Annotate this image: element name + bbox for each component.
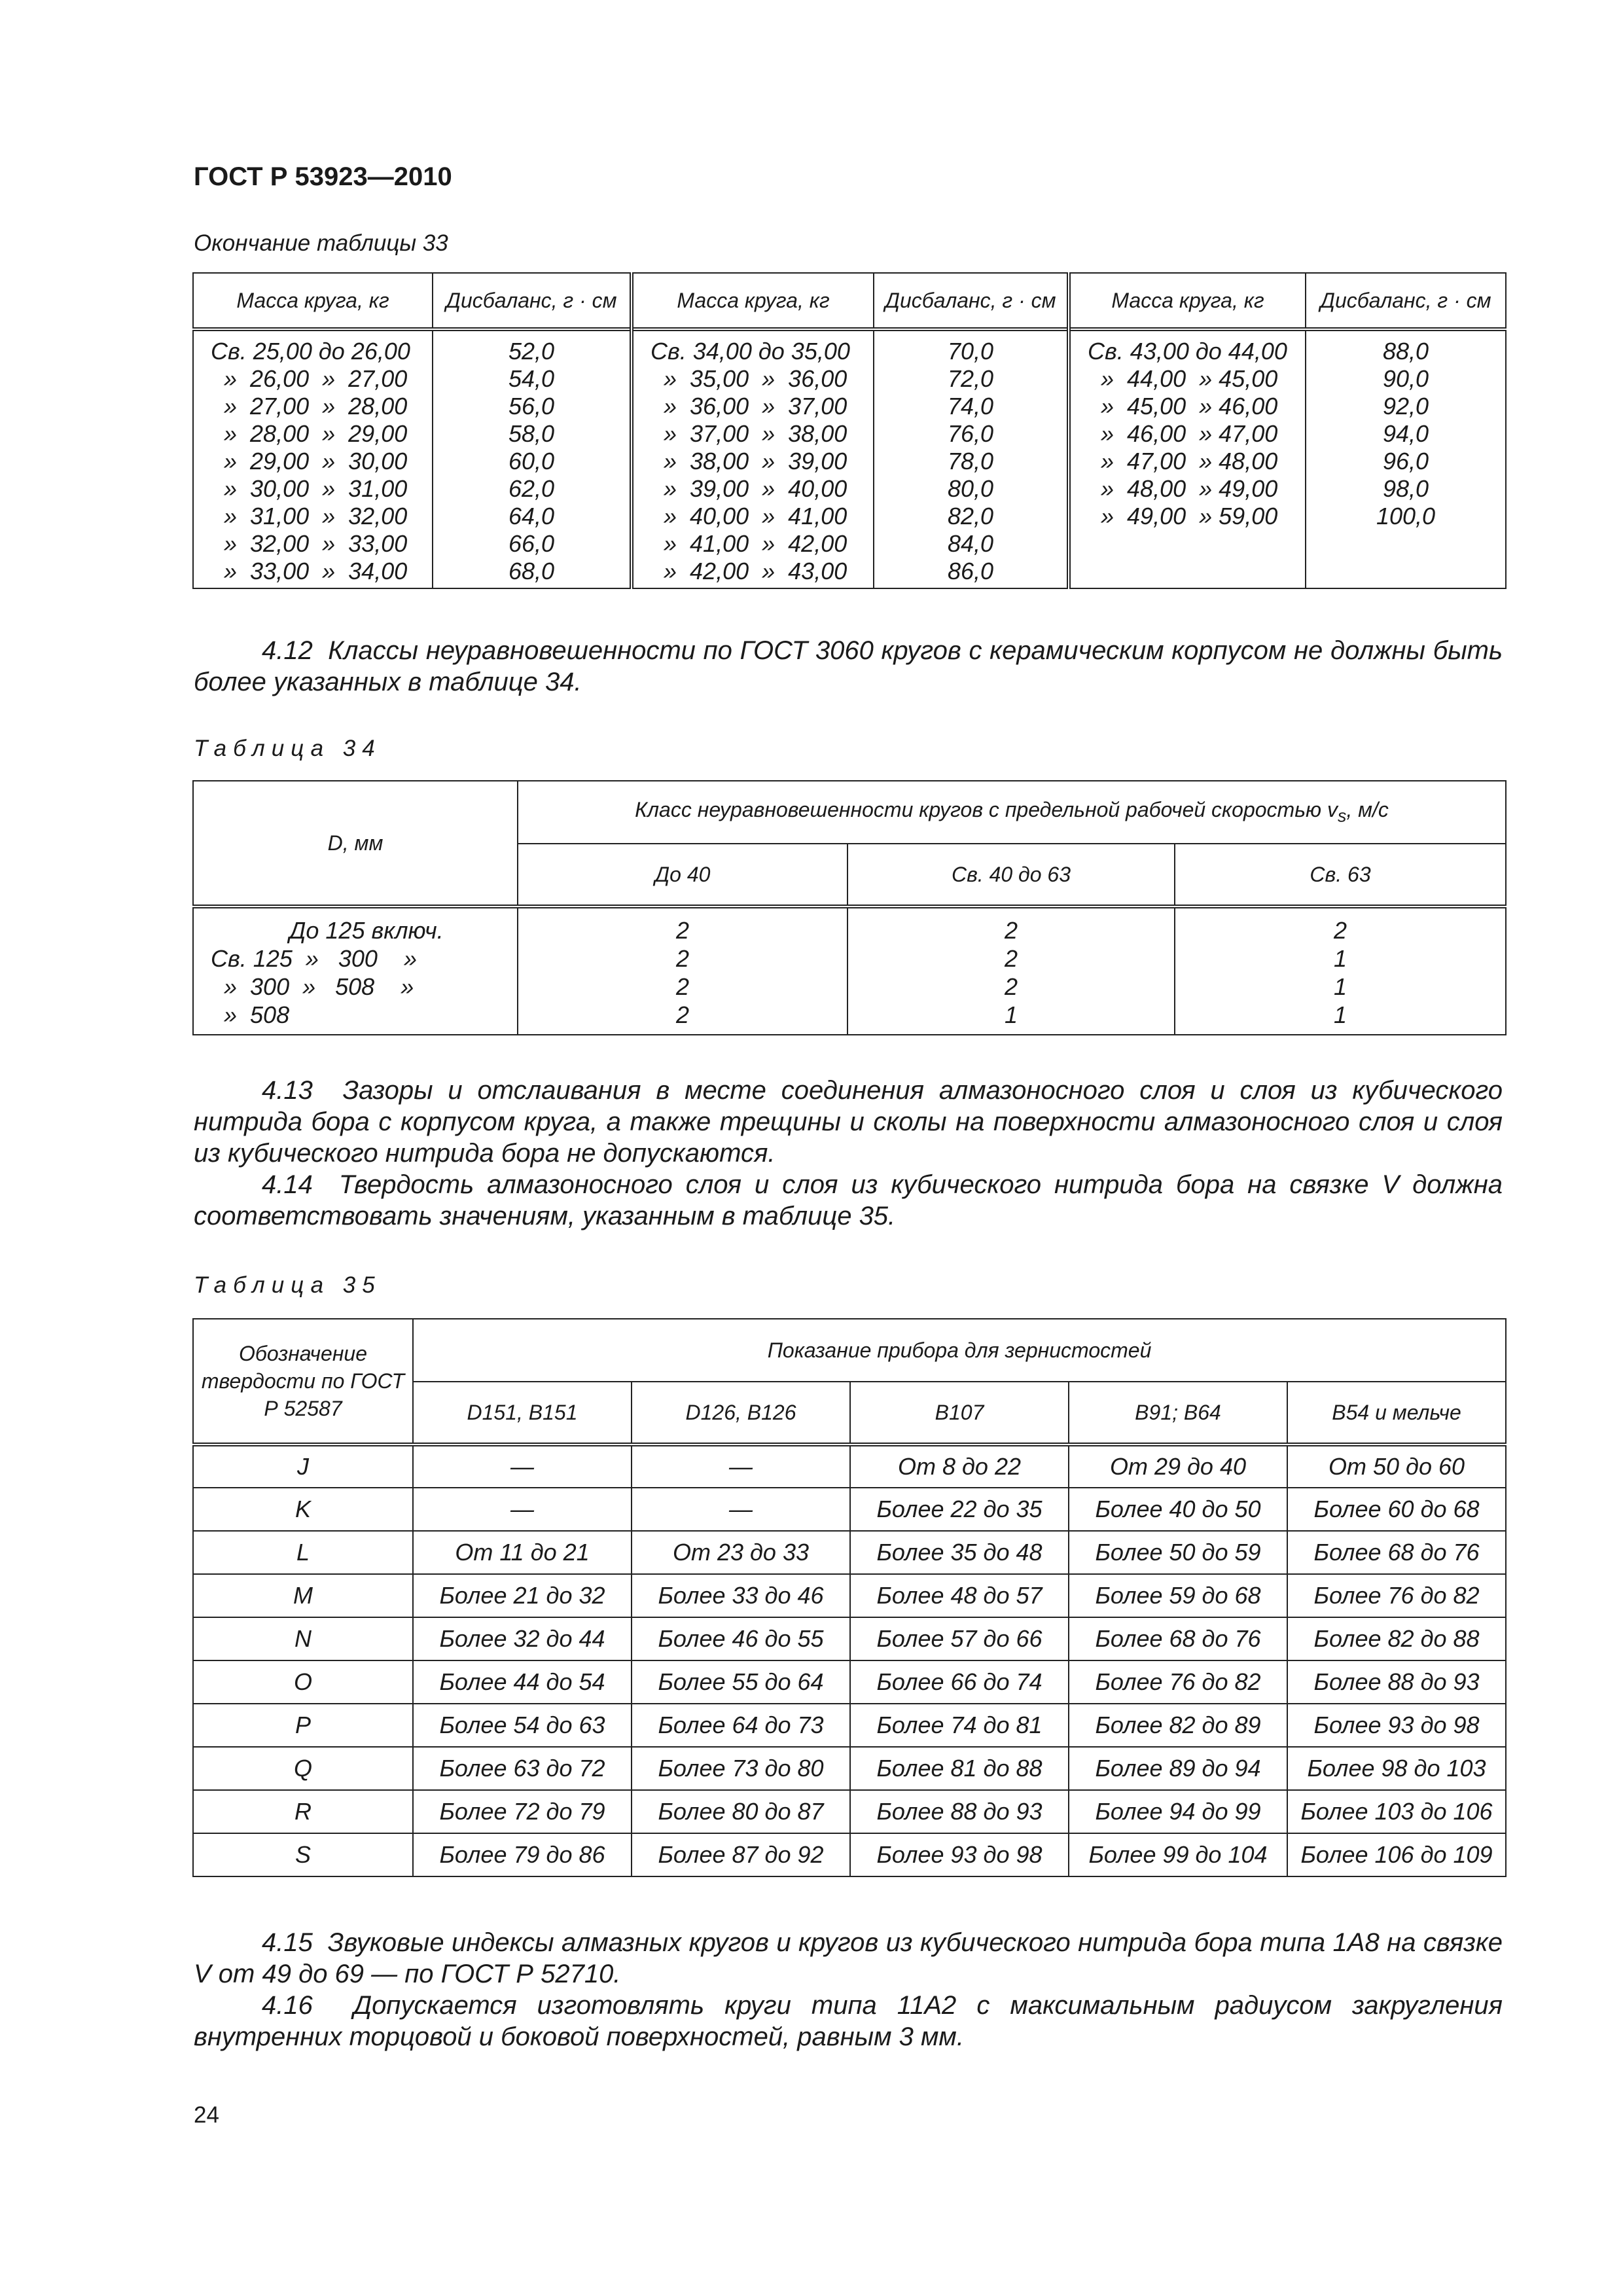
table33-imbalance-group-3 bbox=[1306, 329, 1506, 588]
hardness-designation: P bbox=[193, 1704, 413, 1747]
table34-caption: Таблица 34 bbox=[194, 736, 382, 761]
imbalance-value: 64,0 bbox=[508, 503, 555, 529]
instrument-reading: Более 88 до 93 bbox=[1287, 1660, 1506, 1704]
document-header: ГОСТ Р 53923—2010 bbox=[194, 162, 452, 191]
instrument-reading: От 29 до 40 bbox=[1069, 1444, 1287, 1488]
hardness-designation: N bbox=[193, 1617, 413, 1660]
instrument-reading: Более 94 до 99 bbox=[1069, 1790, 1287, 1833]
paragraph-4-15 bbox=[194, 1927, 1503, 1990]
table-row bbox=[193, 1790, 1506, 1833]
table35-subcol-1: D151, B151 bbox=[413, 1382, 632, 1444]
paragraph-number: 4.12 bbox=[262, 636, 313, 665]
table-row bbox=[193, 1574, 1506, 1617]
table-row bbox=[193, 1747, 1506, 1790]
instrument-reading: Более 93 до 98 bbox=[850, 1833, 1069, 1876]
instrument-reading: Более 68 до 76 bbox=[1287, 1531, 1506, 1574]
table35-col-designation: Обозначение твердости по ГОСТ Р 52587 bbox=[193, 1319, 413, 1444]
imbalance-value: 76,0 bbox=[947, 420, 994, 447]
paragraph-4-13 bbox=[194, 1075, 1503, 1169]
table33-imbalance-group-2 bbox=[874, 329, 1069, 588]
class-value: 2 bbox=[1004, 945, 1018, 972]
mass-range: » 40,00 » 41,00 bbox=[651, 503, 847, 529]
mass-range: » 31,00 » 32,00 bbox=[211, 503, 408, 529]
instrument-reading: Более 73 до 80 bbox=[632, 1747, 850, 1790]
mass-range: » 47,00 » 48,00 bbox=[1088, 448, 1278, 475]
table33-caption: Окончание таблицы 33 bbox=[194, 230, 448, 256]
paragraph-number: 4.15 bbox=[262, 1928, 313, 1957]
mass-range: » 35,00 » 36,00 bbox=[651, 365, 847, 392]
table33-col-mass-1: Масса круга, кг bbox=[193, 273, 433, 329]
table-row bbox=[193, 1660, 1506, 1704]
imbalance-value: 90,0 bbox=[1382, 365, 1429, 392]
class-value: 2 bbox=[675, 945, 690, 972]
hardness-designation: K bbox=[193, 1488, 413, 1531]
mass-range: » 49,00 » 59,00 bbox=[1088, 503, 1278, 529]
instrument-reading: Более 60 до 68 bbox=[1287, 1488, 1506, 1531]
mass-range: » 46,00 » 47,00 bbox=[1088, 420, 1278, 447]
instrument-reading: Более 40 до 50 bbox=[1069, 1488, 1287, 1531]
table34-col-d: D, мм bbox=[193, 781, 518, 906]
paragraph-number: 4.14 bbox=[262, 1170, 313, 1199]
mass-range: » 30,00 » 31,00 bbox=[211, 475, 408, 502]
imbalance-value: 54,0 bbox=[508, 365, 555, 392]
class-value: 2 bbox=[675, 1001, 690, 1028]
class-value: 1 bbox=[1334, 973, 1347, 1000]
instrument-reading: Более 88 до 93 bbox=[850, 1790, 1069, 1833]
paragraph-text: Допускается изготовлять круги типа 11А2 с максимальным радиусом закругления внутренних торцовой и боковой поверхностей, равным 3 мм. bbox=[194, 1991, 1503, 2051]
instrument-reading: Более 68 до 76 bbox=[1069, 1617, 1287, 1660]
table34-header-row-1 bbox=[193, 781, 1506, 844]
mass-range: » 32,00 » 33,00 bbox=[211, 530, 408, 557]
instrument-reading: Более 89 до 94 bbox=[1069, 1747, 1287, 1790]
mass-range: » 38,00 » 39,00 bbox=[651, 448, 847, 475]
instrument-reading: Более 46 до 55 bbox=[632, 1617, 850, 1660]
mass-range: » 37,00 » 38,00 bbox=[651, 420, 847, 447]
paragraph-text: Зазоры и отслаивания в месте соединения алмазоносного слоя и слоя из кубического нитрида бора с корпусом круга, а также трещины и сколы на поверхности алмазоносного слоя и слоя из кубического нитрида бора не допускаются. bbox=[194, 1076, 1503, 1168]
imbalance-value: 78,0 bbox=[947, 448, 994, 475]
imbalance-value: 96,0 bbox=[1382, 448, 1429, 475]
table35-subcol-3: B107 bbox=[850, 1382, 1069, 1444]
class-value: 2 bbox=[1004, 973, 1018, 1000]
imbalance-value: 58,0 bbox=[508, 420, 555, 447]
imbalance-value: 70,0 bbox=[947, 338, 994, 365]
class-value: 1 bbox=[1334, 945, 1347, 972]
imbalance-value: 84,0 bbox=[947, 530, 994, 557]
imbalance-value: 80,0 bbox=[947, 475, 994, 502]
instrument-reading: Более 57 до 66 bbox=[850, 1617, 1069, 1660]
instrument-reading: Более 22 до 35 bbox=[850, 1488, 1069, 1531]
instrument-reading: Более 21 до 32 bbox=[413, 1574, 632, 1617]
instrument-reading: Более 93 до 98 bbox=[1287, 1704, 1506, 1747]
mass-range: Св. 34,00 до 35,00 bbox=[651, 338, 850, 365]
class-value: 1 bbox=[1334, 1001, 1347, 1028]
instrument-reading: От 8 до 22 bbox=[850, 1444, 1069, 1488]
table35-col-reading: Показание прибора для зернистостей bbox=[413, 1319, 1506, 1382]
table-row bbox=[193, 1444, 1506, 1488]
mass-range: » 33,00 » 34,00 bbox=[211, 558, 408, 584]
mass-range: » 42,00 » 43,00 bbox=[651, 558, 847, 584]
instrument-reading: Более 32 до 44 bbox=[413, 1617, 632, 1660]
imbalance-value: 52,0 bbox=[508, 338, 555, 365]
paragraph-text: Твердость алмазоносного слоя и слоя из кубического нитрида бора на связке V должна соответствовать значениям, указанным в таблице 35. bbox=[194, 1170, 1503, 1230]
table35-subcol-5: B54 и мельче bbox=[1287, 1382, 1506, 1444]
class-value: 2 bbox=[1004, 917, 1018, 944]
table35-caption: Таблица 35 bbox=[194, 1272, 382, 1298]
instrument-reading: От 50 до 60 bbox=[1287, 1444, 1506, 1488]
table-row bbox=[193, 1488, 1506, 1531]
instrument-reading: — bbox=[632, 1488, 850, 1531]
instrument-reading: Более 55 до 64 bbox=[632, 1660, 850, 1704]
class-value: 2 bbox=[1334, 917, 1347, 944]
class-value: 1 bbox=[1004, 1001, 1018, 1028]
table33-mass-group-1 bbox=[193, 329, 433, 588]
table35-body bbox=[193, 1444, 1506, 1876]
mass-range: » 29,00 » 30,00 bbox=[211, 448, 408, 475]
instrument-reading: Более 99 до 104 bbox=[1069, 1833, 1287, 1876]
diameter-range: До 125 включ. bbox=[211, 917, 444, 944]
mass-range: » 44,00 » 45,00 bbox=[1088, 365, 1278, 392]
imbalance-value: 74,0 bbox=[947, 393, 994, 420]
imbalance-value: 92,0 bbox=[1382, 393, 1429, 420]
instrument-reading: Более 33 до 46 bbox=[632, 1574, 850, 1617]
table33-body-row bbox=[193, 329, 1506, 588]
paragraph-text: Звуковые индексы алмазных кругов и кругов из кубического нитрида бора типа 1А8 на связке V от 49 до 69 — по ГОСТ Р 52710. bbox=[194, 1928, 1503, 1988]
hardness-designation: S bbox=[193, 1833, 413, 1876]
instrument-reading: Более 63 до 72 bbox=[413, 1747, 632, 1790]
table34-body-row bbox=[193, 906, 1506, 1035]
diameter-range: » 300 » 508 » bbox=[211, 973, 414, 1000]
instrument-reading: Более 79 до 86 bbox=[413, 1833, 632, 1876]
table34-subcol-2: Св. 40 до 63 bbox=[847, 844, 1175, 906]
hardness-designation: O bbox=[193, 1660, 413, 1704]
table34-d-values bbox=[193, 906, 518, 1035]
class-value: 2 bbox=[675, 917, 690, 944]
imbalance-value: 88,0 bbox=[1382, 338, 1429, 365]
table-33 bbox=[192, 272, 1507, 589]
imbalance-value: 94,0 bbox=[1382, 420, 1429, 447]
instrument-reading: — bbox=[413, 1444, 632, 1488]
instrument-reading: От 23 до 33 bbox=[632, 1531, 850, 1574]
table34-subcol-3: Св. 63 bbox=[1175, 844, 1506, 906]
page-number: 24 bbox=[194, 2102, 219, 2128]
table33-col-mass-2: Масса круга, кг bbox=[632, 273, 874, 329]
imbalance-value: 86,0 bbox=[947, 558, 994, 584]
table33-mass-group-3 bbox=[1069, 329, 1306, 588]
mass-range: » 26,00 » 27,00 bbox=[211, 365, 408, 392]
table33-imbalance-group-1 bbox=[433, 329, 632, 588]
paragraph-4-14 bbox=[194, 1169, 1503, 1232]
hardness-designation: Q bbox=[193, 1747, 413, 1790]
instrument-reading: Более 44 до 54 bbox=[413, 1660, 632, 1704]
table34-col1-values bbox=[518, 906, 847, 1035]
mass-range: Св. 43,00 до 44,00 bbox=[1088, 338, 1287, 365]
table35-subcol-4: B91; B64 bbox=[1069, 1382, 1287, 1444]
table34-col3-values bbox=[1175, 906, 1506, 1035]
instrument-reading: Более 50 до 59 bbox=[1069, 1531, 1287, 1574]
table-row bbox=[193, 1617, 1506, 1660]
mass-range: » 48,00 » 49,00 bbox=[1088, 475, 1278, 502]
mass-range: » 27,00 » 28,00 bbox=[211, 393, 408, 420]
instrument-reading: Более 76 до 82 bbox=[1069, 1660, 1287, 1704]
table33-col-imbalance-1: Дисбаланс, г · см bbox=[433, 273, 632, 329]
imbalance-value: 56,0 bbox=[508, 393, 555, 420]
hardness-designation: L bbox=[193, 1531, 413, 1574]
table33-mass-group-2 bbox=[632, 329, 874, 588]
table-35 bbox=[192, 1318, 1507, 1877]
table33-col-imbalance-2: Дисбаланс, г · см bbox=[874, 273, 1069, 329]
instrument-reading: Более 82 до 88 bbox=[1287, 1617, 1506, 1660]
hardness-designation: M bbox=[193, 1574, 413, 1617]
imbalance-value: 72,0 bbox=[947, 365, 994, 392]
instrument-reading: Более 76 до 82 bbox=[1287, 1574, 1506, 1617]
paragraph-text: Классы неуравновешенности по ГОСТ 3060 кругов с керамическим корпусом не должны быть более указанных в таблице 34. bbox=[194, 636, 1503, 696]
instrument-reading: Более 98 до 103 bbox=[1287, 1747, 1506, 1790]
table-row bbox=[193, 1704, 1506, 1747]
table-34 bbox=[192, 780, 1507, 1035]
instrument-reading: Более 106 до 109 bbox=[1287, 1833, 1506, 1876]
instrument-reading: Более 54 до 63 bbox=[413, 1704, 632, 1747]
instrument-reading: Более 74 до 81 bbox=[850, 1704, 1069, 1747]
imbalance-value: 100,0 bbox=[1376, 503, 1436, 529]
instrument-reading: — bbox=[632, 1444, 850, 1488]
imbalance-value: 68,0 bbox=[508, 558, 555, 584]
paragraph-number: 4.13 bbox=[262, 1076, 313, 1105]
paragraph-4-16 bbox=[194, 1990, 1503, 2053]
diameter-range: » 508 bbox=[211, 1001, 290, 1028]
paragraph-4-12 bbox=[194, 635, 1503, 698]
instrument-reading: Более 80 до 87 bbox=[632, 1790, 850, 1833]
mass-range: » 41,00 » 42,00 bbox=[651, 530, 847, 557]
instrument-reading: Более 59 до 68 bbox=[1069, 1574, 1287, 1617]
instrument-reading: Более 82 до 89 bbox=[1069, 1704, 1287, 1747]
instrument-reading: Более 66 до 74 bbox=[850, 1660, 1069, 1704]
imbalance-value: 62,0 bbox=[508, 475, 555, 502]
instrument-reading: От 11 до 21 bbox=[413, 1531, 632, 1574]
imbalance-value: 82,0 bbox=[947, 503, 994, 529]
instrument-reading: Более 64 до 73 bbox=[632, 1704, 850, 1747]
mass-range: » 28,00 » 29,00 bbox=[211, 420, 408, 447]
table34-col2-values bbox=[847, 906, 1175, 1035]
mass-range: » 39,00 » 40,00 bbox=[651, 475, 847, 502]
instrument-reading: — bbox=[413, 1488, 632, 1531]
mass-range: » 45,00 » 46,00 bbox=[1088, 393, 1278, 420]
imbalance-value: 66,0 bbox=[508, 530, 555, 557]
instrument-reading: Более 35 до 48 bbox=[850, 1531, 1069, 1574]
table35-header-row-1 bbox=[193, 1319, 1506, 1382]
instrument-reading: Более 103 до 106 bbox=[1287, 1790, 1506, 1833]
imbalance-value: 98,0 bbox=[1382, 475, 1429, 502]
imbalance-value: 60,0 bbox=[508, 448, 555, 475]
table-row bbox=[193, 1531, 1506, 1574]
table-row bbox=[193, 1833, 1506, 1876]
instrument-reading: Более 48 до 57 bbox=[850, 1574, 1069, 1617]
hardness-designation: R bbox=[193, 1790, 413, 1833]
class-value: 2 bbox=[675, 973, 690, 1000]
table33-col-imbalance-3: Дисбаланс, г · см bbox=[1306, 273, 1506, 329]
mass-range: » 36,00 » 37,00 bbox=[651, 393, 847, 420]
table33-col-mass-3: Масса круга, кг bbox=[1069, 273, 1306, 329]
hardness-designation: J bbox=[193, 1444, 413, 1488]
instrument-reading: Более 81 до 88 bbox=[850, 1747, 1069, 1790]
paragraph-number: 4.16 bbox=[262, 1991, 313, 2020]
table34-subcol-1: До 40 bbox=[518, 844, 847, 906]
instrument-reading: Более 87 до 92 bbox=[632, 1833, 850, 1876]
table34-col-class: Класс неуравновешенности кругов с предельной рабочей скоростью $v_s$, м/с bbox=[518, 781, 1506, 844]
table33-header-row bbox=[193, 273, 1506, 329]
instrument-reading: Более 72 до 79 bbox=[413, 1790, 632, 1833]
diameter-range: Св. 125 » 300 » bbox=[211, 945, 417, 972]
mass-range: Св. 25,00 до 26,00 bbox=[211, 338, 410, 365]
table35-subcol-2: D126, B126 bbox=[632, 1382, 850, 1444]
